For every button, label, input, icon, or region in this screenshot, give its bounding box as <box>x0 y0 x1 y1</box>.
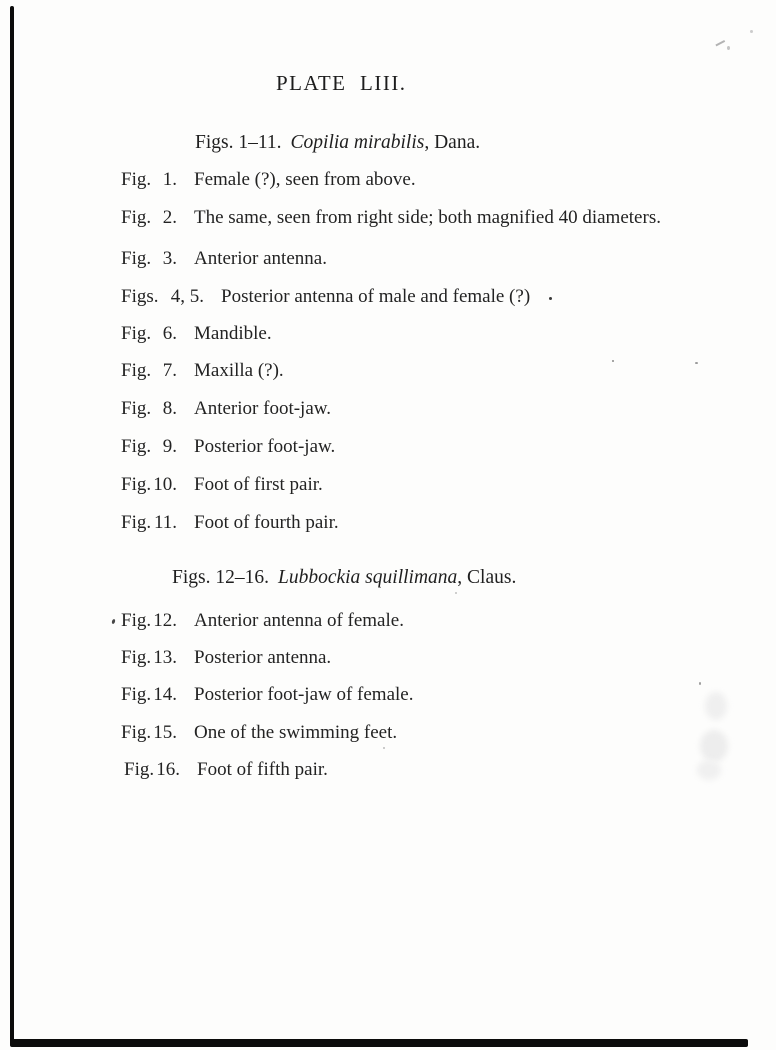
scan-speck <box>699 682 701 685</box>
figure-word: Fig. <box>121 169 152 190</box>
figure-description: Anterior antenna of female. <box>194 610 404 631</box>
scan-speck <box>549 297 552 300</box>
figure-entry <box>121 647 331 668</box>
figure-number: 9. <box>162 436 177 457</box>
section-heading <box>195 132 480 154</box>
figure-description: Mandible. <box>194 323 272 344</box>
figure-description: Female (?), seen from above. <box>194 169 416 190</box>
scan-bottom-bar <box>10 1039 748 1047</box>
figure-number: 3. <box>162 248 177 269</box>
scan-smudge <box>700 730 728 762</box>
figure-number: 13. <box>153 647 177 668</box>
figure-label <box>121 474 177 495</box>
figure-entry <box>121 436 335 457</box>
figure-number: 14. <box>153 684 177 705</box>
figure-description: One of the swimming feet. <box>194 722 398 743</box>
figure-number: 1. <box>162 169 177 190</box>
figure-label <box>121 398 177 419</box>
figure-word: Fig. <box>121 647 152 668</box>
figure-label <box>121 436 177 457</box>
figure-number: 8. <box>162 398 177 419</box>
figure-entry <box>121 474 323 495</box>
figure-number: 11. <box>153 512 177 533</box>
figure-number: 16. <box>156 759 180 780</box>
author-name: , Dana. <box>424 132 481 153</box>
figure-word: Fig. <box>121 248 152 269</box>
scan-smudge <box>715 40 726 49</box>
figure-description: Posterior antenna of male and female (?) <box>221 286 531 307</box>
figure-description: Posterior foot-jaw of female. <box>194 684 414 705</box>
figure-entry <box>121 207 661 228</box>
figure-entry <box>121 360 284 381</box>
figure-word: Fig. <box>121 398 152 419</box>
figure-entry <box>121 286 530 307</box>
figure-entry <box>121 684 413 705</box>
scan-speck <box>455 592 457 594</box>
figure-label <box>121 169 177 190</box>
figure-label <box>121 722 177 743</box>
figure-word: Fig. <box>121 684 152 705</box>
figure-description: Foot of fourth pair. <box>194 512 339 533</box>
scan-gutter-line <box>10 6 14 1045</box>
figure-description: Foot of fifth pair. <box>197 759 328 780</box>
scan-speck <box>695 362 698 364</box>
figure-word: Fig. <box>121 436 152 457</box>
figure-number: 6. <box>162 323 177 344</box>
figure-word: Fig. <box>121 207 152 228</box>
figure-entry <box>121 323 272 344</box>
figure-description: Anterior antenna. <box>194 248 327 269</box>
figure-word: Fig. <box>121 722 152 743</box>
figure-number: 12. <box>153 610 177 631</box>
page-title: PLATE LIII. <box>276 71 407 95</box>
figure-entry <box>121 512 339 533</box>
figure-number: 15. <box>153 722 177 743</box>
scan-speck <box>111 619 115 625</box>
figure-description: The same, seen from right side; both magnified 40 diameters. <box>194 207 661 228</box>
figure-label <box>121 323 177 344</box>
figure-entry <box>121 169 416 190</box>
figure-number: 10. <box>153 474 177 495</box>
scan-smudge <box>705 692 727 720</box>
figure-description: Posterior foot-jaw. <box>194 436 336 457</box>
scan-speck <box>750 30 753 33</box>
figure-word: Fig. <box>121 610 152 631</box>
figure-description: Foot of first pair. <box>194 474 323 495</box>
species-name: Lubbockia squillimana <box>277 567 458 588</box>
section-heading <box>172 567 516 589</box>
figure-word: Fig. <box>121 474 152 495</box>
author-name: , Claus. <box>457 567 517 588</box>
figure-label <box>121 248 177 269</box>
figure-number: 4, 5. <box>170 286 204 307</box>
figure-word: Fig. <box>121 323 152 344</box>
figure-label <box>121 512 177 533</box>
figure-description: Anterior foot-jaw. <box>194 398 331 419</box>
figure-word: Fig. <box>124 759 155 780</box>
figure-label <box>121 610 177 631</box>
figure-word: Figs. <box>121 286 159 307</box>
figure-description: Posterior antenna. <box>194 647 332 668</box>
figure-label <box>121 684 177 705</box>
scan-speck <box>612 360 614 362</box>
figure-label <box>121 360 177 381</box>
figure-label <box>121 647 177 668</box>
figure-range: Figs. 12–16. <box>172 567 269 588</box>
figure-entry <box>121 248 327 269</box>
figure-entry <box>121 610 404 631</box>
figure-range: Figs. 1–11. <box>195 132 282 153</box>
scan-smudge <box>697 760 721 780</box>
figure-number: 7. <box>162 360 177 381</box>
figure-entry <box>124 759 328 780</box>
figure-entry <box>121 722 397 743</box>
figure-word: Fig. <box>121 360 152 381</box>
figure-label <box>124 759 180 780</box>
figure-label <box>121 286 204 307</box>
scan-speck <box>383 747 385 749</box>
figure-word: Fig. <box>121 512 152 533</box>
species-name: Copilia mirabilis <box>290 132 425 153</box>
figure-entry <box>121 398 331 419</box>
scan-smudge <box>727 46 730 50</box>
figure-label <box>121 207 177 228</box>
figure-description: Maxilla (?). <box>194 360 284 381</box>
figure-number: 2. <box>162 207 177 228</box>
